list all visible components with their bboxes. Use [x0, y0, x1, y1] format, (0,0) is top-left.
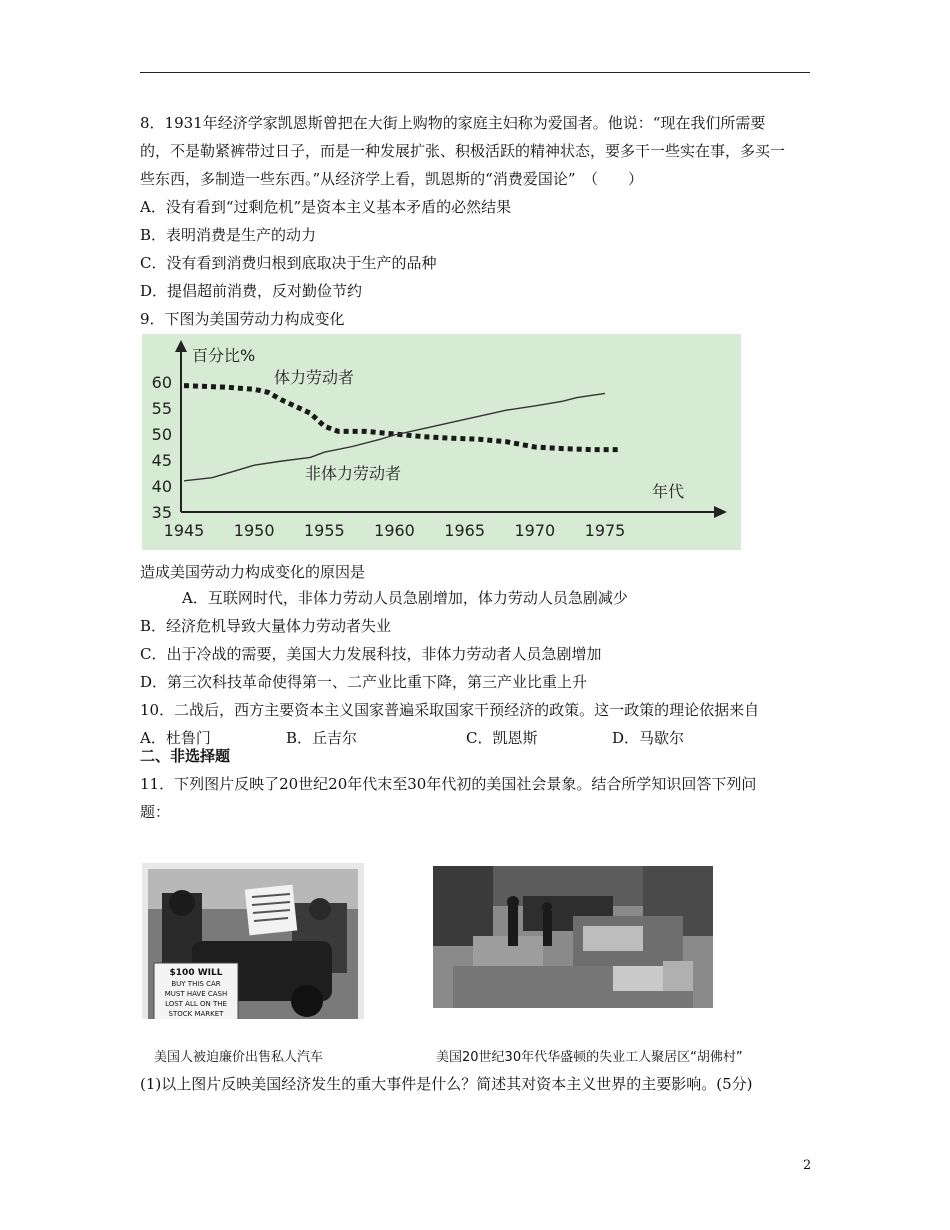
- y-axis-label: 百分比%: [192, 346, 256, 365]
- series-label-manual-workers: 体力劳动者: [274, 368, 355, 387]
- q8-line2: 的，不是勒紧裤带过日子，而是一种发展扩张、积极活跃的精神状态，要多干一些实在事，多买一: [140, 142, 786, 160]
- q11-sub1: (1)以上图片反映美国经济发生的重大事件是什么？简述其对资本主义世界的主要影响。(5分): [140, 1075, 753, 1093]
- q8-line1: 8．1931年经济学家凯恩斯曾把在大街上购物的家庭主妇称为爱国者。他说：“现在我们所需要: [140, 114, 766, 132]
- x-tick-label: 1970: [514, 521, 556, 540]
- y-axis-arrow: [175, 340, 187, 352]
- chart-axes: [175, 340, 727, 518]
- chart-labels: [192, 346, 684, 501]
- q11-line1: 11．下列图片反映了20世纪20年代末至30年代初的美国社会景象。结合所学知识回答下列问: [140, 775, 757, 793]
- x-tick-label: 1955: [303, 521, 345, 540]
- q9-option-c: C．出于冷战的需要，美国大力发展科技，非体力劳动者人员急剧增加: [140, 645, 602, 663]
- photo2-caption: 美国20世纪30年代华盛顿的失业工人聚居区“胡佛村”: [436, 1050, 743, 1065]
- sign-line-4: LOST ALL ON THE: [165, 1000, 227, 1008]
- q10-stem: 10．二战后，西方主要资本主义国家普遍采取国家干预经济的政策。这一政策的理论依据来自: [140, 701, 760, 719]
- y-tick-label: 45: [151, 451, 172, 470]
- header-rule: [140, 72, 810, 73]
- q10-option-c: C．凯恩斯: [466, 729, 538, 747]
- q8-option-d: D．提倡超前消费，反对勤俭节约: [140, 282, 363, 300]
- y-tick-label: 35: [151, 503, 172, 522]
- x-tick-label: 1960: [374, 521, 415, 540]
- x-axis-arrow: [714, 506, 727, 518]
- y-tick-label: 55: [151, 399, 172, 418]
- chart-svg: [142, 334, 741, 550]
- q10-option-d: D．马歇尔: [612, 729, 685, 747]
- q8-option-b: B．表明消费是生产的动力: [140, 226, 317, 244]
- car-sale-photo: [142, 863, 364, 1028]
- x-tick-label: 1950: [233, 521, 275, 540]
- sign-line-2: BUY THIS CAR: [171, 980, 221, 988]
- y-tick-label: 60: [151, 373, 172, 392]
- q9-option-b: B．经济危机导致大量体力劳动者失业: [140, 617, 392, 635]
- q9-question: 造成美国劳动力构成变化的原因是: [140, 563, 366, 581]
- sign-line-1: $100 WILL: [169, 968, 223, 978]
- y-tick-label: 40: [151, 477, 172, 496]
- series-manual-workers-line: [184, 386, 619, 450]
- hooverville-photo: [433, 866, 713, 1008]
- q9-option-a: A．互联网时代，非体力劳动人员急剧增加，体力劳动人员急剧减少: [182, 589, 628, 607]
- q8-option-a: A．没有看到“过剩危机”是资本主义基本矛盾的必然结果: [140, 198, 512, 216]
- series-label-non-manual-workers: 非体力劳动者: [305, 464, 402, 483]
- q8-option-c: C．没有看到消费归根到底取决于生产的品种: [140, 254, 437, 272]
- chart-series: [184, 386, 619, 481]
- q9-stem: 9．下图为美国劳动力构成变化: [140, 310, 345, 328]
- chart-y-ticks: [152, 373, 172, 522]
- q11-line2: 题：: [140, 803, 171, 821]
- q10-option-b: B．丘吉尔: [286, 729, 358, 747]
- sign-line-5: STOCK MARKET: [168, 1010, 224, 1018]
- page-number: 2: [803, 1158, 812, 1173]
- q10-option-a: A．杜鲁门: [140, 729, 211, 747]
- labor-composition-chart: [142, 334, 741, 550]
- q9-option-d: D．第三次科技革命使得第一、二产业比重下降，第三产业比重上升: [140, 673, 588, 691]
- q8-line3: 些东西，多制造一些东西。”从经济学上看，凯恩斯的“消费爱国论” （ ）: [140, 170, 644, 188]
- chart-x-ticks: [164, 521, 626, 540]
- y-tick-label: 50: [151, 425, 172, 444]
- sign-line-3: MUST HAVE CASH: [164, 990, 228, 998]
- photo1-caption: 美国人被迫廉价出售私人汽车: [154, 1050, 324, 1065]
- x-tick-label: 1965: [444, 521, 486, 540]
- x-axis-label: 年代: [652, 482, 685, 501]
- x-tick-label: 1975: [584, 521, 626, 540]
- section-title: 二、非选择题: [140, 747, 231, 765]
- x-tick-label: 1945: [163, 521, 205, 540]
